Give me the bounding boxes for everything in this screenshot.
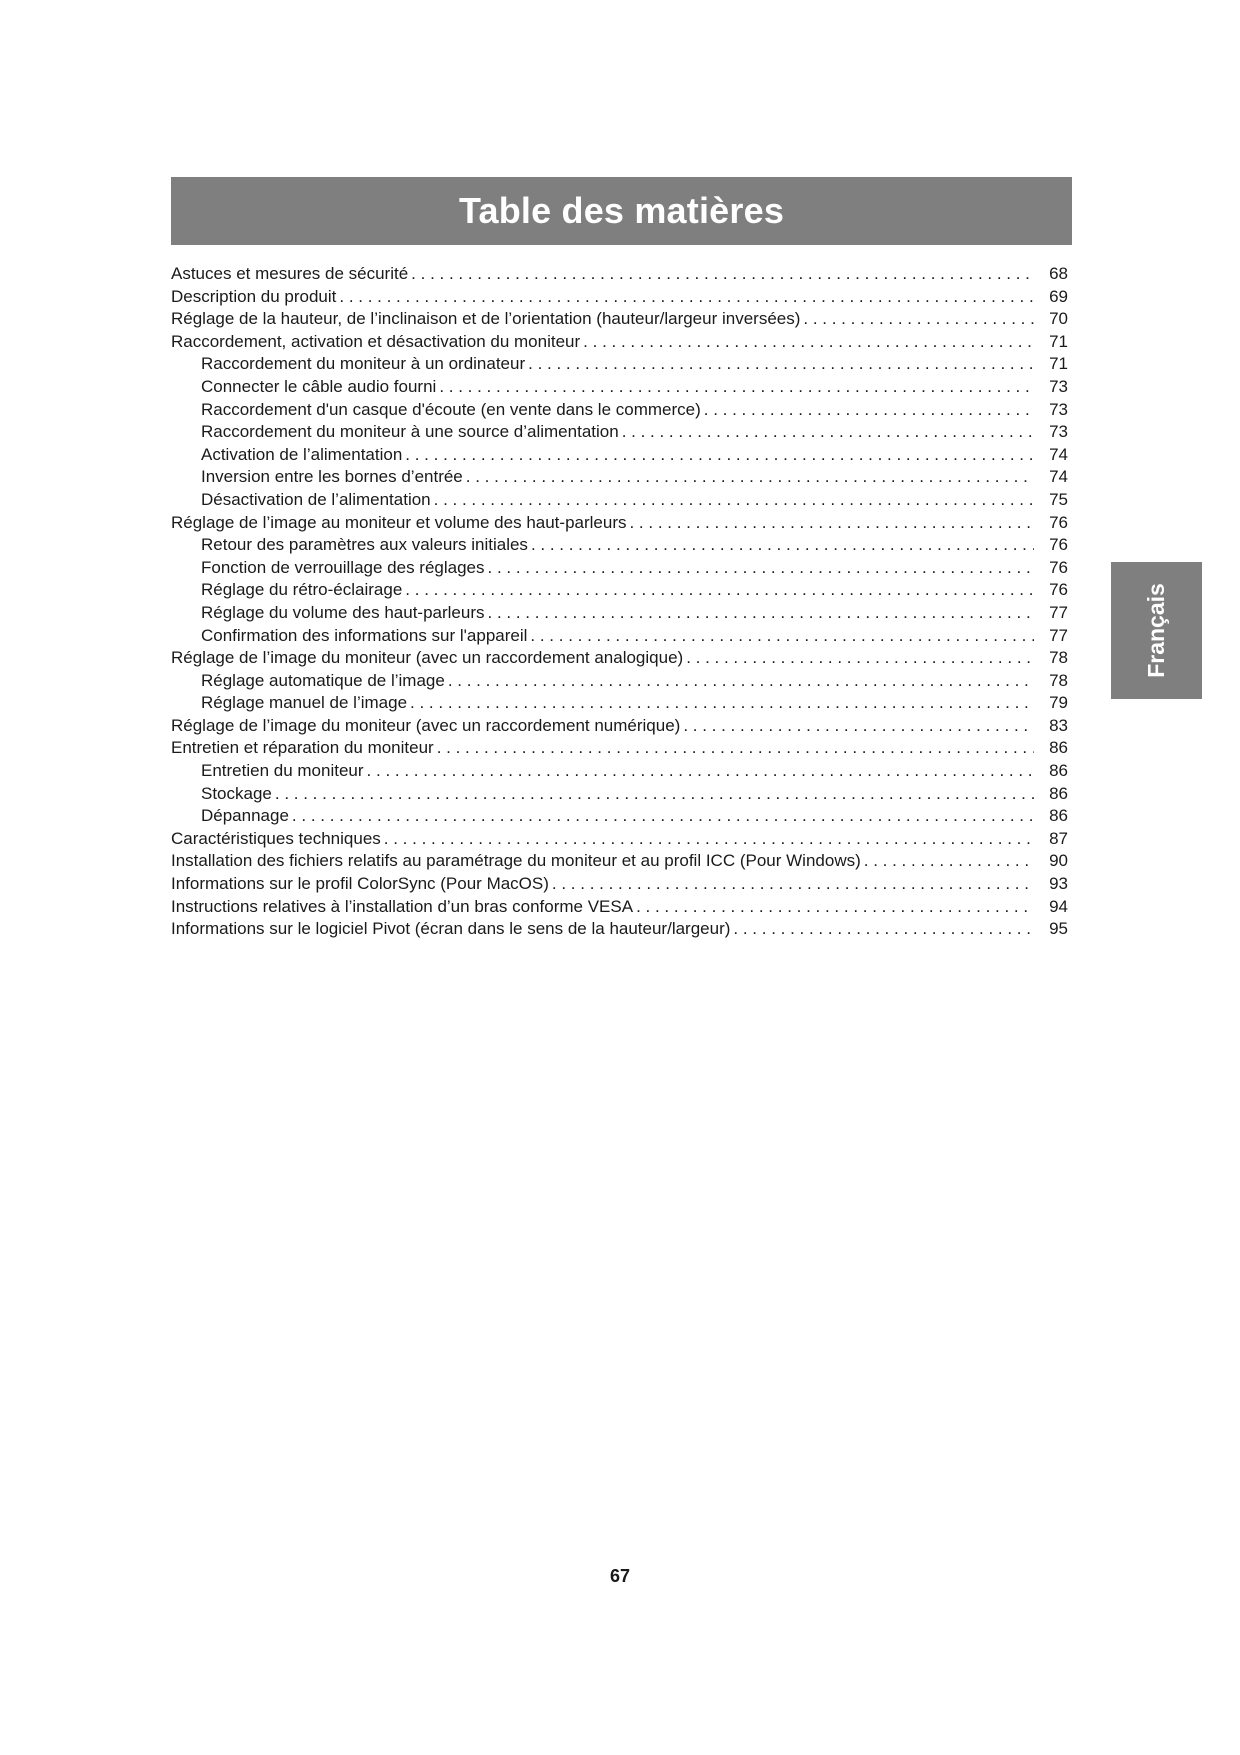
toc-dot-leader <box>434 489 1034 512</box>
toc-entry <box>171 737 1068 760</box>
toc-entry <box>171 489 1068 512</box>
toc-entry-page: 68 <box>1049 264 1068 283</box>
language-tab-label: Français <box>1143 583 1170 678</box>
toc-entry-page: 76 <box>1049 557 1068 577</box>
toc-entry-page: 86 <box>1049 738 1068 758</box>
toc-dot-leader <box>583 331 1034 354</box>
toc-entry <box>171 692 1068 715</box>
toc-entry <box>171 873 1068 896</box>
toc-entry-page: 70 <box>1049 309 1068 329</box>
toc-entry <box>171 579 1068 602</box>
toc-dot-leader <box>629 512 1034 535</box>
toc-entry-page: 78 <box>1049 670 1068 690</box>
toc-entry-title: Connecter le câble audio fourni <box>201 376 437 396</box>
toc-entry-page: 95 <box>1049 919 1068 939</box>
toc-entry-page: 69 <box>1049 286 1068 306</box>
toc-entry <box>171 353 1068 376</box>
toc-entry <box>171 263 1068 286</box>
toc-entry-title: Installation des fichiers relatifs au paramétrage du moniteur et au profil ICC (Pour Windows) <box>171 851 861 871</box>
toc-entry <box>171 399 1068 422</box>
toc-entry-title: Activation de l’alimentation <box>201 444 403 464</box>
toc-entry-title: Fonction de verrouillage des réglages <box>201 557 485 577</box>
toc-entry-page: 87 <box>1049 828 1068 848</box>
toc-dot-leader <box>367 760 1034 783</box>
toc-entry <box>171 805 1068 828</box>
toc-dot-leader <box>803 308 1034 331</box>
toc-dot-leader <box>405 444 1034 467</box>
toc-entry <box>171 557 1068 580</box>
toc-dot-leader <box>275 783 1034 806</box>
toc-entry-title: Raccordement d'un casque d'écoute (en vente dans le commerce) <box>201 399 701 419</box>
toc-entry-title: Réglage du rétro-éclairage <box>201 580 403 600</box>
toc-entry-title: Caractéristiques techniques <box>171 828 381 848</box>
toc-entry-page: 73 <box>1049 399 1068 419</box>
toc-entry <box>171 918 1068 941</box>
toc-entry-page: 77 <box>1049 602 1068 622</box>
toc-entry-page: 86 <box>1049 783 1068 803</box>
toc-entry-title: Réglage de l’image au moniteur et volume des haut-parleurs <box>171 512 627 532</box>
toc-entry-page: 90 <box>1049 851 1068 871</box>
toc-dot-leader <box>733 918 1034 941</box>
toc-entry <box>171 715 1068 738</box>
toc-entry <box>171 466 1068 489</box>
toc-entry-title: Retour des paramètres aux valeurs initiales <box>201 535 528 555</box>
toc-entry-page: 94 <box>1049 896 1068 916</box>
toc-entry <box>171 286 1068 309</box>
toc-entry <box>171 512 1068 535</box>
toc-entry-title: Réglage automatique de l’image <box>201 670 445 690</box>
title-banner <box>171 177 1072 245</box>
toc-dot-leader <box>439 376 1034 399</box>
toc-entry-page: 93 <box>1049 874 1068 894</box>
toc-entry <box>171 534 1068 557</box>
toc-dot-leader <box>466 466 1034 489</box>
table-of-contents <box>171 263 1068 941</box>
toc-entry-title: Raccordement du moniteur à une source d’alimentation <box>201 422 619 442</box>
toc-entry-title: Dépannage <box>201 806 289 826</box>
toc-dot-leader <box>683 715 1034 738</box>
toc-dot-leader <box>864 850 1034 873</box>
toc-entry <box>171 376 1068 399</box>
toc-entry-page: 73 <box>1049 422 1068 442</box>
toc-entry-page: 73 <box>1049 376 1068 396</box>
toc-entry-title: Astuces et mesures de sécurité <box>171 264 409 283</box>
toc-entry-title: Informations sur le profil ColorSync (Pour MacOS) <box>171 874 549 894</box>
toc-entry-page: 74 <box>1049 467 1068 487</box>
toc-entry-title: Informations sur le logiciel Pivot (écran dans le sens de la hauteur/largeur) <box>171 919 731 939</box>
toc-entry-page: 71 <box>1049 331 1068 351</box>
toc-dot-leader <box>448 670 1034 693</box>
toc-entry <box>171 421 1068 444</box>
toc-dot-leader <box>488 557 1034 580</box>
toc-entry <box>171 331 1068 354</box>
toc-entry-page: 79 <box>1049 693 1068 713</box>
toc-dot-leader <box>552 873 1034 896</box>
toc-dot-leader <box>410 692 1034 715</box>
toc-entry-title: Stockage <box>201 783 272 803</box>
toc-entry-title: Inversion entre les bornes d’entrée <box>201 467 463 487</box>
toc-entry-title: Confirmation des informations sur l'appareil <box>201 625 528 645</box>
toc-entry-page: 86 <box>1049 806 1068 826</box>
toc-entry-title: Réglage de l’image du moniteur (avec un raccordement analogique) <box>171 648 684 668</box>
toc-entry-title: Réglage de l’image du moniteur (avec un raccordement numérique) <box>171 715 681 735</box>
toc-entry-page: 78 <box>1049 648 1068 668</box>
toc-entry-page: 76 <box>1049 512 1068 532</box>
toc-dot-leader <box>528 353 1034 376</box>
toc-entry-title: Instructions relatives à l’installation d’un bras conforme VESA <box>171 896 634 916</box>
toc-dot-leader <box>339 286 1034 309</box>
toc-entry-title: Entretien du moniteur <box>201 761 364 781</box>
toc-dot-leader <box>686 647 1034 670</box>
toc-entry <box>171 602 1068 625</box>
toc-entry-page: 83 <box>1049 715 1068 735</box>
toc-entry-title: Réglage de la hauteur, de l’inclinaison et de l’orientation (hauteur/largeur inversées) <box>171 309 801 329</box>
toc-entry-page: 71 <box>1049 354 1068 374</box>
toc-entry <box>171 647 1068 670</box>
toc-entry-title: Raccordement, activation et désactivation du moniteur <box>171 331 581 351</box>
toc-dot-leader <box>292 805 1034 828</box>
toc-entry-title: Réglage manuel de l’image <box>201 693 408 713</box>
toc-entry <box>171 444 1068 467</box>
toc-entry <box>171 308 1068 331</box>
toc-dot-leader <box>622 421 1034 444</box>
toc-dot-leader <box>636 896 1034 919</box>
toc-entry <box>171 850 1068 873</box>
toc-dot-leader <box>405 579 1034 602</box>
toc-dot-leader <box>437 737 1034 760</box>
toc-entry <box>171 760 1068 783</box>
toc-entry <box>171 625 1068 648</box>
toc-entry-title: Description du produit <box>171 286 337 306</box>
toc-entry <box>171 828 1068 851</box>
toc-entry-page: 77 <box>1049 625 1068 645</box>
toc-dot-leader <box>411 263 1034 286</box>
toc-entry <box>171 670 1068 693</box>
toc-entry-title: Raccordement du moniteur à un ordinateur <box>201 354 526 374</box>
toc-dot-leader <box>531 534 1034 557</box>
language-tab <box>1111 562 1202 699</box>
page-title: Table des matières <box>458 190 785 231</box>
toc-entry <box>171 896 1068 919</box>
page-number: 67 <box>609 1566 631 1586</box>
toc-entry-title: Désactivation de l’alimentation <box>201 489 431 509</box>
toc-dot-leader <box>384 828 1034 851</box>
toc-entry-page: 75 <box>1049 489 1068 509</box>
toc-entry-title: Entretien et réparation du moniteur <box>171 738 434 758</box>
toc-entry-page: 86 <box>1049 761 1068 781</box>
toc-dot-leader <box>488 602 1034 625</box>
toc-entry-title: Réglage du volume des haut-parleurs <box>201 602 485 622</box>
toc-entry-page: 74 <box>1049 444 1068 464</box>
toc-entry-page: 76 <box>1049 580 1068 600</box>
toc-dot-leader <box>530 625 1034 648</box>
toc-dot-leader <box>704 399 1034 422</box>
toc-entry <box>171 783 1068 806</box>
toc-entry-page: 76 <box>1049 535 1068 555</box>
